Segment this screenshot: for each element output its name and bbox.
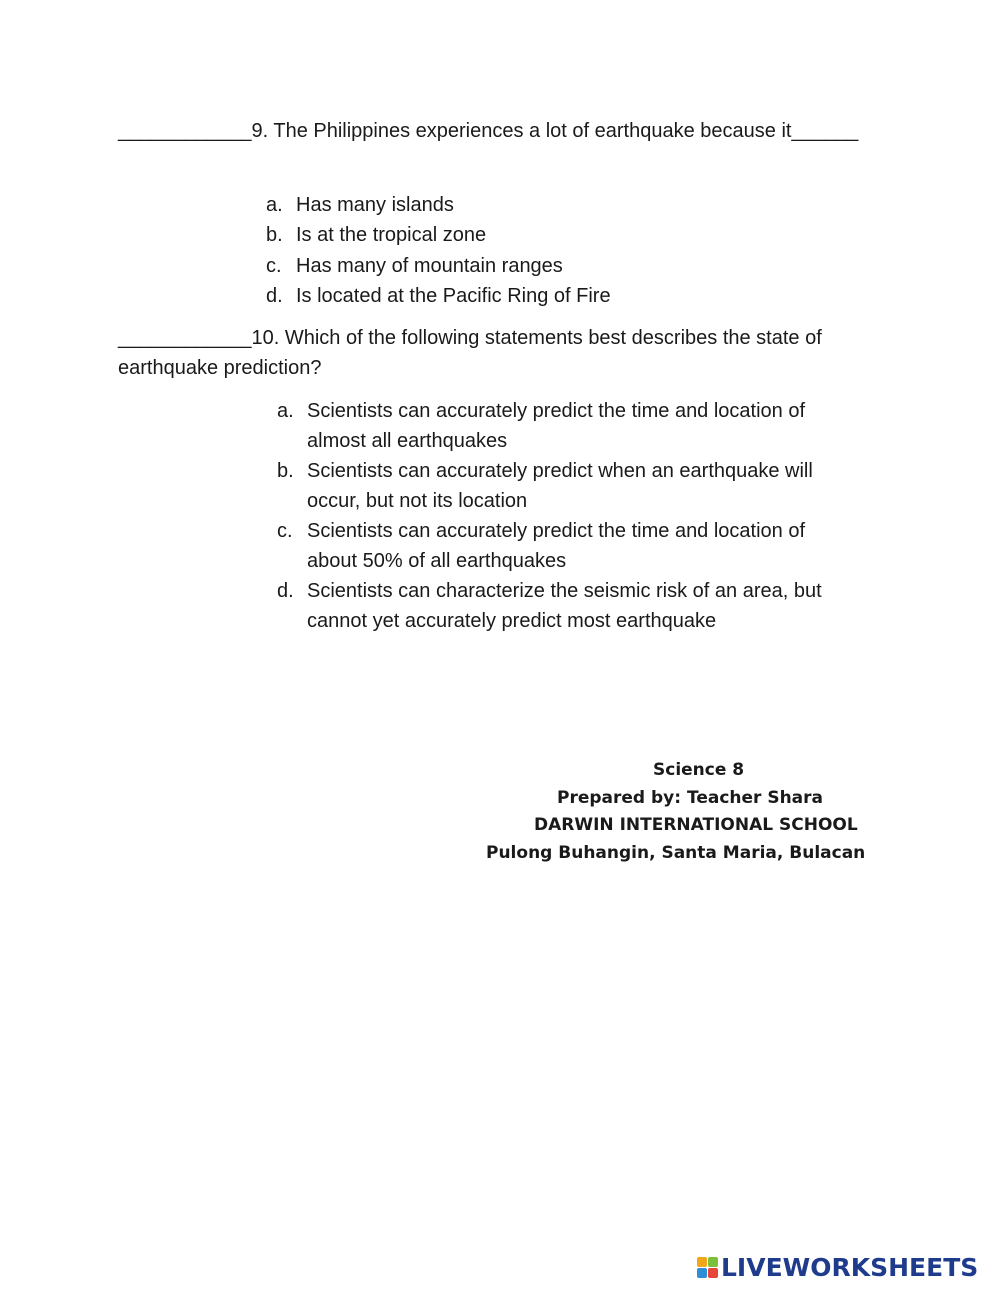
option-text: Scientists can characterize the seismic risk of an area, but cannot yet accurately predict most earthquake <box>307 580 822 632</box>
question-10-options <box>277 396 857 636</box>
logo-square <box>697 1268 707 1278</box>
option-letter: c. <box>277 520 293 542</box>
option-text: Has many islands <box>296 194 454 216</box>
option-item <box>266 251 611 281</box>
option-letter: a. <box>266 194 283 216</box>
option-letter: a. <box>277 400 294 422</box>
option-letter: c. <box>266 254 282 277</box>
footer-school: DARWIN INTERNATIONAL SCHOOL <box>534 815 858 835</box>
option-text: Scientists can accurately predict when an earthquake will occur, but not its location <box>307 460 813 512</box>
footer-prepared-by: Prepared by: Teacher Shara <box>557 788 824 808</box>
option-letter: b. <box>266 224 283 247</box>
footer-address: Pulong Buhangin, Santa Maria, Bulacan <box>486 843 866 863</box>
option-item <box>277 396 857 456</box>
option-text: Is at the tropical zone <box>296 224 487 247</box>
option-text: Is located at the Pacific Ring of Fire <box>296 284 611 307</box>
option-letter: d. <box>277 580 294 602</box>
option-text: Scientists can accurately predict the time and location of about 50% of all earthquakes <box>307 520 806 572</box>
option-item <box>266 281 611 311</box>
option-item <box>277 576 857 636</box>
option-item <box>266 190 611 220</box>
logo-square <box>708 1257 718 1267</box>
option-text: Has many of mountain ranges <box>296 254 563 277</box>
option-item <box>277 516 857 576</box>
option-letter: b. <box>277 460 294 482</box>
liveworksheets-logo-icon <box>697 1257 718 1278</box>
footer-subject: Science 8 <box>653 760 745 780</box>
brand-name: LIVEWORKSHEETS <box>721 1253 979 1282</box>
question-9-options <box>266 190 611 311</box>
logo-square <box>697 1257 707 1267</box>
question-9-prompt: ____________9. The Philippines experiences a lot of earthquake because it______ <box>118 120 859 142</box>
logo-square <box>708 1268 718 1278</box>
option-text: Scientists can accurately predict the time and location of almost all earthquakes <box>307 400 806 452</box>
option-letter: d. <box>266 284 283 307</box>
liveworksheets-brand <box>697 1253 978 1282</box>
question-10-prompt: ____________10. Which of the following statements best describes the state of earthquake prediction? <box>118 327 822 379</box>
option-item <box>266 220 611 250</box>
option-item <box>277 456 857 516</box>
